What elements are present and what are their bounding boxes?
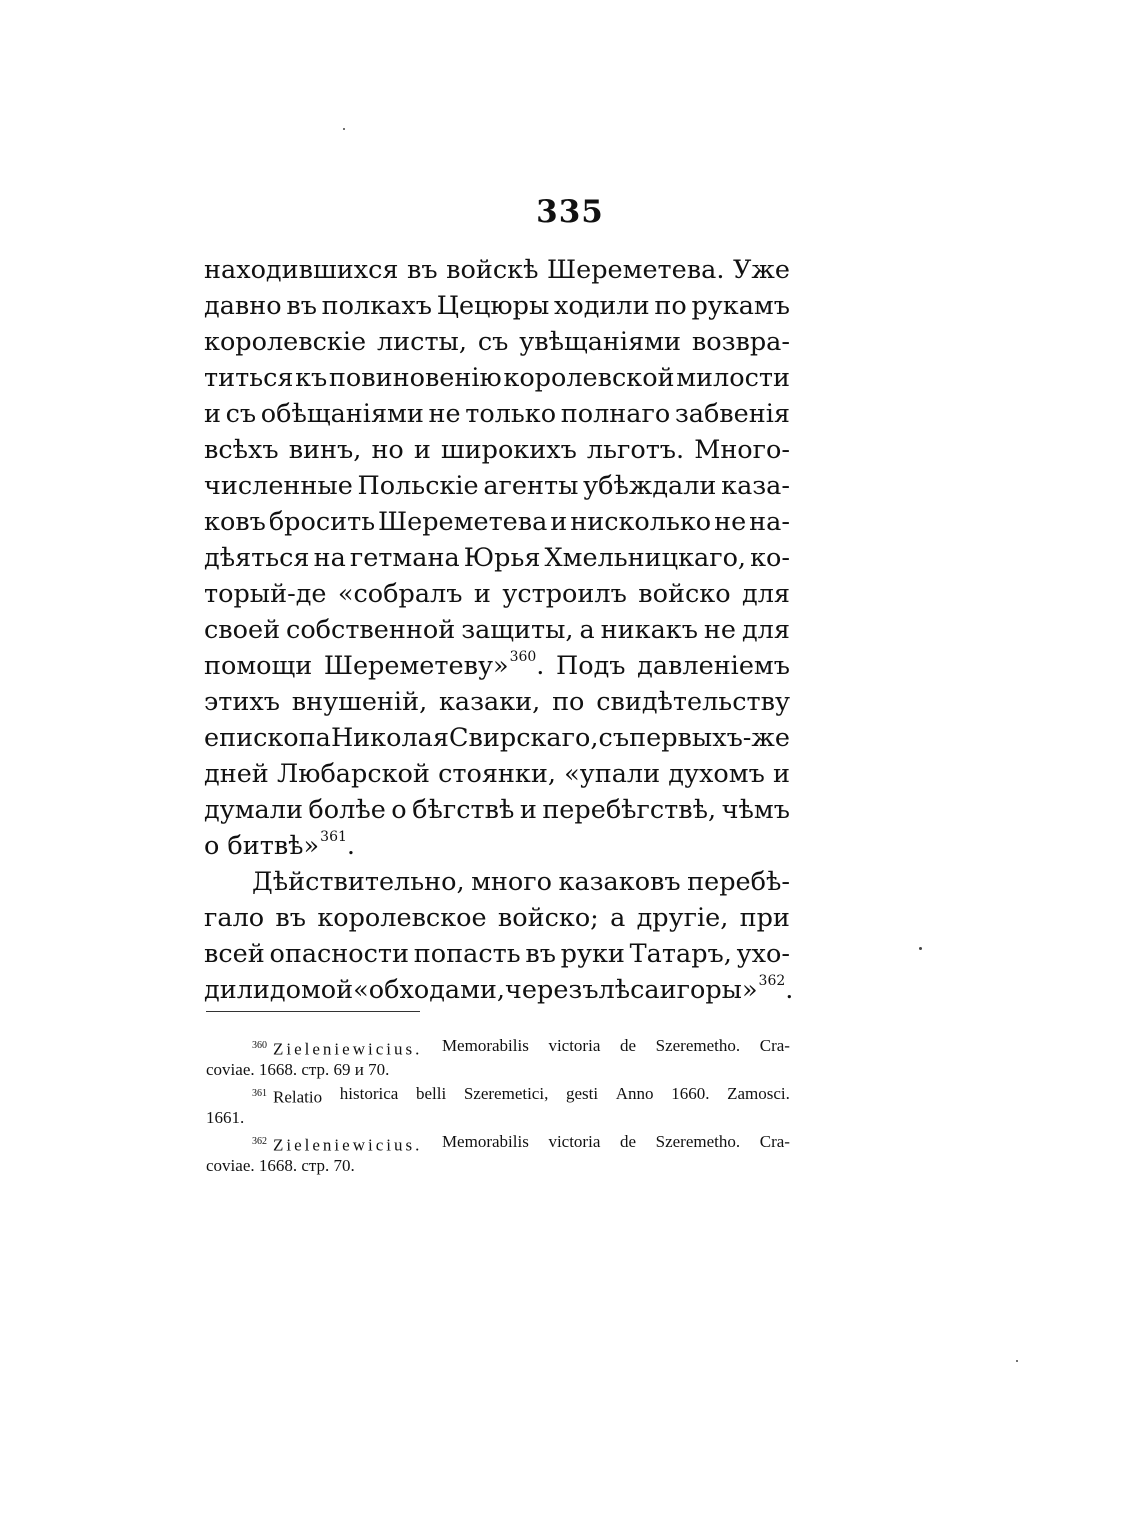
word: Szeremetici, <box>463 1084 549 1103</box>
word: по <box>654 291 687 321</box>
footnote-line <box>206 1058 790 1082</box>
text-line <box>204 504 790 540</box>
footnote-ref-360[interactable]: 360 <box>509 648 537 665</box>
footnote-separator <box>206 1011 420 1012</box>
word: Юрья <box>463 543 541 573</box>
word: устроилъ <box>502 579 627 609</box>
word: увѣщаніями <box>519 327 681 357</box>
word: и <box>772 759 790 789</box>
word: Szeremetho. <box>655 1036 741 1055</box>
word: о <box>204 831 220 861</box>
word: казаки, <box>438 687 541 717</box>
word: въ <box>407 255 438 285</box>
word: королевской <box>503 363 675 393</box>
word: и <box>473 579 491 609</box>
word: широкихъ <box>440 435 577 465</box>
word: лѣса <box>598 975 660 1005</box>
footnote-text: coviae. 1668. стр. 69 и 70. <box>206 1060 390 1079</box>
word: Польскіе <box>357 471 479 501</box>
footnote-362 <box>206 1130 790 1154</box>
word: возвра- <box>691 327 790 357</box>
word: епископа <box>204 723 331 753</box>
word: рукамъ <box>691 291 790 321</box>
text-line <box>204 648 790 684</box>
word: горы» <box>676 975 758 1005</box>
word: полкахъ <box>321 291 432 321</box>
word: для <box>741 615 790 645</box>
word: повиновенію <box>328 363 502 393</box>
word: попасть <box>413 939 521 969</box>
text-line <box>204 900 790 936</box>
word: Уже <box>733 255 790 285</box>
word: забвенія <box>674 399 790 429</box>
text-line <box>204 432 790 468</box>
word-with-footnote <box>677 972 794 1008</box>
word: victoria <box>548 1132 601 1151</box>
word: de <box>619 1036 637 1055</box>
word: а <box>579 615 595 645</box>
word: съ <box>598 723 630 753</box>
word: Цецюры <box>436 291 550 321</box>
word: Татаръ, <box>629 939 732 969</box>
word: 1660. <box>671 1084 710 1103</box>
word: Много- <box>694 435 790 465</box>
text-line <box>204 828 790 864</box>
footnote-text: coviae. 1668. стр. 70. <box>206 1156 355 1175</box>
word: всѣхъ <box>204 435 279 465</box>
word: войско <box>638 579 731 609</box>
footnote-line <box>206 1154 790 1178</box>
word: Cra- <box>759 1036 790 1055</box>
word: не <box>703 615 737 645</box>
word: собственной <box>286 615 456 645</box>
word: въ <box>275 903 307 933</box>
word: чѣмъ <box>721 795 790 825</box>
word: victoria <box>548 1036 601 1055</box>
word: войско; <box>497 903 599 933</box>
word: по <box>552 687 585 717</box>
word: другіе, <box>636 903 729 933</box>
word: свидѣтельству <box>596 687 790 717</box>
word: думали <box>204 795 303 825</box>
word: gesti <box>566 1084 599 1103</box>
word: черезъ <box>505 975 599 1005</box>
word: къ <box>295 363 328 393</box>
text-line <box>204 396 790 432</box>
word: не <box>714 507 747 537</box>
word: стоянки, <box>438 759 556 789</box>
scan-speck <box>1016 1360 1018 1362</box>
word: и <box>413 435 431 465</box>
text-line <box>204 936 790 972</box>
word: много <box>471 867 552 897</box>
word: для <box>742 579 790 609</box>
footnote-ref-361[interactable]: 361 <box>320 828 347 845</box>
word: Шереметева. <box>547 255 725 285</box>
word: убѣждали <box>583 471 717 501</box>
word: Relatio <box>273 1087 323 1107</box>
word: первыхъ-же <box>629 723 790 753</box>
word: давленіемъ <box>637 651 790 681</box>
word: войскѣ <box>446 255 539 285</box>
footnote-line <box>206 1106 790 1130</box>
word: гало <box>204 903 265 933</box>
text-line <box>204 720 790 756</box>
word: ходили <box>553 291 650 321</box>
footnote-author: Zieleniewicius. <box>273 1135 423 1155</box>
word: дѣяться <box>204 543 310 573</box>
word: ковъ <box>204 507 266 537</box>
footnote-lead <box>252 1034 422 1058</box>
text-line <box>204 360 790 396</box>
word: давно <box>204 291 282 321</box>
word: агенты <box>483 471 579 501</box>
word: этихъ <box>204 687 280 717</box>
word: «упали <box>564 759 661 789</box>
footnote-text: 1661. <box>206 1108 245 1127</box>
text-line <box>204 540 790 576</box>
footnotes <box>206 1034 790 1178</box>
word: помощи <box>204 651 313 681</box>
word: нисколько <box>570 507 712 537</box>
word: Дѣйствительно, <box>252 867 465 897</box>
text-line <box>204 576 790 612</box>
punctuation: . <box>346 831 355 861</box>
word-with-footnote <box>324 648 545 684</box>
word: о <box>391 795 407 825</box>
word: Шереметева <box>378 507 548 537</box>
word: домой <box>269 975 354 1005</box>
word: на <box>313 543 346 573</box>
word: Memorabilis <box>441 1036 529 1055</box>
text-line <box>204 324 790 360</box>
word: каза- <box>721 471 790 501</box>
punctuation: . <box>785 975 794 1005</box>
footnote-author: Zieleniewicius. <box>273 1039 423 1059</box>
word: Zamosci. <box>727 1084 790 1103</box>
word: дней <box>204 759 269 789</box>
word: перебѣ- <box>687 867 790 897</box>
word: только <box>465 399 557 429</box>
word-with-footnote <box>227 828 355 864</box>
word: при <box>739 903 790 933</box>
word: ко- <box>750 543 790 573</box>
word: съ <box>225 399 257 429</box>
word: защиты, <box>461 615 574 645</box>
word: титься <box>204 363 294 393</box>
word: а <box>610 903 626 933</box>
punctuation: . <box>536 651 545 681</box>
text-line <box>204 756 790 792</box>
footnote-361 <box>206 1082 790 1106</box>
footnote-ref-362[interactable]: 362 <box>758 972 786 989</box>
word: de <box>619 1132 637 1151</box>
word: торый-де <box>204 579 327 609</box>
word: на- <box>749 507 790 537</box>
word: и <box>550 507 568 537</box>
word: и <box>659 975 677 1005</box>
word: королевскіе <box>204 327 367 357</box>
text-line <box>204 972 794 1008</box>
text-line <box>204 252 790 288</box>
text-line <box>204 864 790 900</box>
word: битвѣ» <box>227 831 320 861</box>
word: belli <box>415 1084 447 1103</box>
text-line <box>204 684 790 720</box>
word: перебѣгствѣ, <box>542 795 717 825</box>
word: Szeremetho. <box>655 1132 741 1151</box>
scan-speck <box>919 947 922 950</box>
word: Подъ <box>556 651 626 681</box>
word: болѣе <box>308 795 386 825</box>
word: «собралъ <box>337 579 463 609</box>
word: всей <box>204 939 265 969</box>
main-text <box>204 252 794 1008</box>
word: Свирскаго, <box>449 723 599 753</box>
word: Хмельницкаго, <box>544 543 747 573</box>
word: не <box>428 399 461 429</box>
word: Anno <box>615 1084 654 1103</box>
footnote-lead <box>252 1130 422 1154</box>
word: милости <box>676 363 790 393</box>
word: никакъ <box>600 615 698 645</box>
word: своей <box>204 615 281 645</box>
text-line <box>204 468 790 504</box>
word: и <box>204 399 221 429</box>
footnote-number: 360 <box>252 1040 267 1051</box>
word: духомъ <box>668 759 765 789</box>
word: но <box>371 435 404 465</box>
footnote-number: 362 <box>252 1136 267 1147</box>
word: «обходами, <box>353 975 506 1005</box>
word: Николая <box>330 723 449 753</box>
scan-speck <box>343 128 345 130</box>
word: бросить <box>268 507 376 537</box>
word: винъ, <box>288 435 362 465</box>
word: Cra- <box>759 1132 790 1151</box>
footnote-number: 361 <box>252 1088 267 1099</box>
word: въ <box>286 291 317 321</box>
word: казаковъ <box>558 867 681 897</box>
word: полнаго <box>560 399 671 429</box>
word: historica <box>339 1084 399 1103</box>
word: дили <box>204 975 270 1005</box>
word: гетмана <box>349 543 460 573</box>
word: руки <box>560 939 625 969</box>
word: бѣгствѣ <box>412 795 515 825</box>
text-line <box>204 288 790 324</box>
word: Любарской <box>276 759 430 789</box>
word: обѣщаніями <box>260 399 424 429</box>
text-line <box>204 612 790 648</box>
page-number: 335 <box>536 194 604 230</box>
word: льготъ. <box>586 435 685 465</box>
word: ухо- <box>736 939 790 969</box>
word: королевское <box>317 903 487 933</box>
word: численные <box>204 471 353 501</box>
word: опасности <box>269 939 410 969</box>
text-line <box>204 792 790 828</box>
word: листы, <box>376 327 467 357</box>
footnote-360 <box>206 1034 790 1058</box>
word: въ <box>525 939 556 969</box>
word: и <box>519 795 537 825</box>
word: Memorabilis <box>441 1132 529 1151</box>
word: находившихся <box>204 255 399 285</box>
word: внушеній, <box>291 687 428 717</box>
word: Шереметеву» <box>323 651 509 681</box>
word: съ <box>477 327 509 357</box>
footnote-lead <box>252 1082 322 1106</box>
